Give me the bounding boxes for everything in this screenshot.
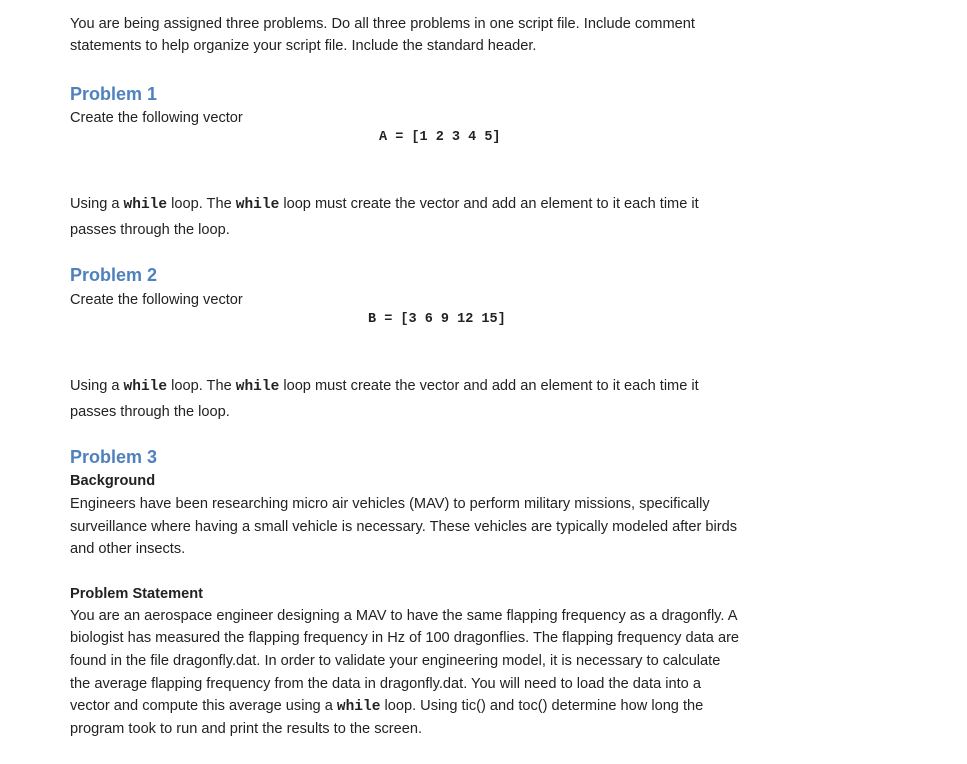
problem-3-heading: Problem 3 [70,447,158,467]
text: loop. The [167,378,236,394]
statement-line: found in the file dragonfly.dat. In order to validate your engineering model, it is necessary to calculate [70,653,721,669]
while-keyword: while [123,197,168,213]
problem-1-text: Create the following vector [70,110,243,126]
while-keyword: while [235,379,280,395]
text: loop. The [167,196,236,212]
text: loop must create the vector and add an element to it each time it [279,378,699,394]
vector-b: B = [3 6 9 12 15] [368,312,506,327]
problem-2-instruction [70,377,699,396]
problem-1-instruction-cont: passes through the loop. [70,222,230,238]
statement-line: biologist has measured the flapping frequency in Hz of 100 dragonflies. The flapping frequency data are [70,630,740,646]
problem-2-heading: Problem 2 [70,265,158,285]
text: vector and compute this average using a [70,698,337,714]
while-keyword: while [235,197,280,213]
intro-line: statements to help organize your script file. Include the standard header. [70,38,537,54]
while-keyword: while [336,699,381,715]
problem-1-instruction [70,195,699,214]
problem-statement-heading: Problem Statement [70,586,203,602]
text: Using a [70,196,124,212]
statement-line: program took to run and print the results to the screen. [70,721,423,737]
text: Using a [70,378,124,394]
background-line: and other insects. [70,541,186,557]
problem-2-text: Create the following vector [70,292,243,308]
statement-line [70,697,703,716]
background-line: surveillance where having a small vehicle is necessary. These vehicles are typically modeled after birds [70,519,738,535]
statement-line: the average flapping frequency from the data in dragonfly.dat. You will need to load the data into a [70,676,701,692]
problem-1-heading: Problem 1 [70,84,158,104]
vector-a: A = [1 2 3 4 5] [379,130,501,145]
problem-2-instruction-cont: passes through the loop. [70,404,230,420]
text: loop. Using tic() and toc() determine how long the [380,698,704,714]
intro-line: You are being assigned three problems. Do all three problems in one script file. Include comment [70,16,695,32]
background-heading: Background [70,473,156,489]
background-line: Engineers have been researching micro air vehicles (MAV) to perform military missions, specifically [70,496,710,512]
text: loop must create the vector and add an element to it each time it [279,196,699,212]
statement-line: You are an aerospace engineer designing a MAV to have the same flapping frequency as a dragonfly. A [70,608,738,624]
while-keyword: while [123,379,168,395]
